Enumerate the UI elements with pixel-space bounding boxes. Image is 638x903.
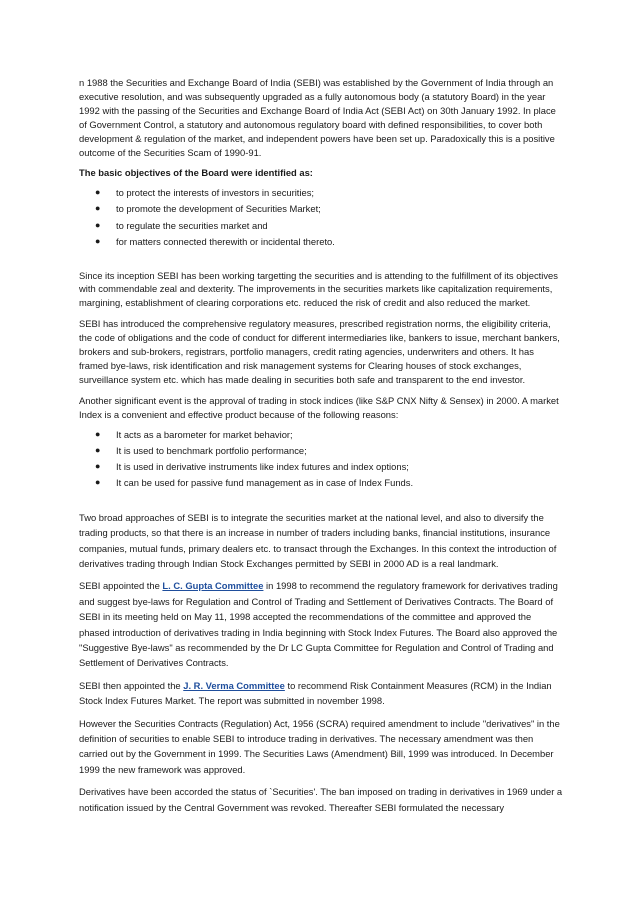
approaches-paragraph: Two broad approaches of SEBI is to integrate the securities market at the national level, and also to diversify the trading products, so that there is an increase in number of traders including banks, financial institutions, insurance companies, mutual funds, primary dealers etc. to transact through the Exchanges. In this context the introduction of derivatives trading through Indian Stock Exchanges permitted by SEBI in 2000 AD is a real landmark. (79, 511, 557, 569)
list-item: ● for matters connected therewith or incidental thereto. (95, 235, 335, 247)
verma-paragraph: SEBI then appointed the J. R. Verma Committee to recommend Risk Containment Measures (RCM) in the Indian Stock Index Futures Market. The report was submitted in november 1998. (79, 679, 552, 707)
bullet-icon: ● (95, 444, 101, 455)
index-paragraph: Another significant event is the approval of trading in stock indices (like S&P CNX Nifty & Sensex) in 2000. A market Index is a convenient and effective product because of the following reasons: (79, 394, 559, 420)
measures-paragraph: SEBI has introduced the comprehensive regulatory measures, prescribed registration norms, the eligibility criteria, the code of obligations and the code of conduct for different intermediaries like, bankers to issue, merchant bankers, brokers and sub-brokers, registrars, portfolio managers, credit rating agencies, underwriters and others. It has framed bye-laws, risk identification and risk management systems for Clearing houses of stock exchanges, surveillance system etc. which has made dealing in securities both safe and transparent to the end investor. (79, 318, 560, 385)
objectives-heading: The basic objectives of the Board were identified as: (79, 167, 313, 179)
bullet-icon: ● (95, 219, 101, 230)
scra-paragraph: However the Securities Contracts (Regulation) Act, 1956 (SCRA) required amendment to include "derivatives" in the definition of securities to enable SEBI to introduce trading in derivatives. The necessary amendment was then carried out by the Government in 1999. The Securities Laws (Amendment) Bill, 1999 was introduced. In December 1999 the new framework was approved. (79, 717, 560, 775)
document-page (79, 76, 564, 815)
verma-committee-link[interactable]: J. R. Verma Committee (183, 679, 285, 691)
bullet-icon: ● (95, 476, 101, 487)
index-reasons-list (79, 428, 564, 490)
bullet-icon: ● (95, 235, 101, 246)
list-item: ● It acts as a barometer for market behavior; (95, 428, 293, 440)
list-item: ● It can be used for passive fund management as in case of Index Funds. (95, 476, 414, 488)
objectives-list (79, 186, 564, 248)
intro-paragraph: n 1988 the Securities and Exchange Board of India (SEBI) was established by the Government of India through an executive resolution, and was subsequently upgraded as a fully autonomous body (a statutory Board) in the year 1992 with the passing of the Securities and Exchange Board of India Act (SEBI Act) on 30th January 1992. In place of Government Control, a statutory and autonomous regulatory board with defined responsibilities, to cover both development & regulation of the market, and independent powers have been set up. Paradoxically this is a positive outcome of the Securities Scam of 1990-91. (79, 77, 556, 158)
list-item: ● It is used in derivative instruments like index futures and index options; (95, 460, 409, 472)
bullet-icon: ● (95, 203, 101, 214)
list-item: ● to regulate the securities market and (95, 219, 268, 231)
bullet-icon: ● (95, 428, 101, 439)
inception-paragraph: Since its inception SEBI has been working targetting the securities and is attending to the fulfillment of its objectives with commendable zeal and dexterity. The improvements in the securities markets like capitalization requirements, margining, establishment of clearing corporations etc. reduced the risk of credit and also reduced the market. (79, 269, 558, 309)
gupta-paragraph: SEBI appointed the L. C. Gupta Committee in 1998 to recommend the regulatory framework for derivatives trading and suggest bye-laws for Regulation and Control of Trading and Settlement of Derivatives Contracts. The Board of SEBI in its meeting held on May 11, 1998 accepted the recommendations of the committee and approved the phased introduction of derivatives trading in India beginning with Stock Index Futures. The Board also approved the "Suggestive Bye-laws" as recommended by the Dr LC Gupta Committee for Regulation and Control of Trading and Settlement of Derivatives Contracts. (79, 580, 558, 669)
list-item: ● It is used to benchmark portfolio performance; (95, 444, 307, 456)
bullet-icon: ● (95, 187, 101, 198)
gupta-committee-link[interactable]: L. C. Gupta Committee (162, 580, 264, 592)
list-item: ● to promote the development of Securities Market; (95, 203, 321, 215)
status-paragraph: Derivatives have been accorded the status of `Securities'. The ban imposed on trading in derivatives in 1969 under a notification issued by the Central Government was revoked. Thereafter SEBI formulated the necessary (79, 786, 563, 813)
bullet-icon: ● (95, 460, 101, 471)
list-item: ● to protect the interests of investors in securities; (95, 187, 315, 199)
